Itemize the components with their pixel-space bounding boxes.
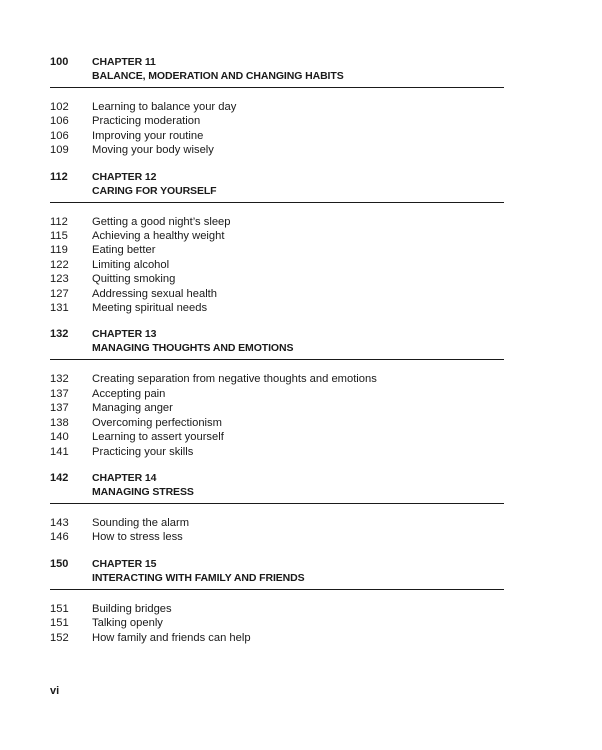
chapter-titles xyxy=(92,55,504,83)
toc-entry-title: How to stress less xyxy=(92,531,183,544)
chapter-entries xyxy=(50,88,504,158)
toc-entry-page: 146 xyxy=(50,531,69,544)
toc-entry-title: Getting a good night’s sleep xyxy=(92,215,231,228)
toc-entry-title: Learning to balance your day xyxy=(92,101,237,113)
chapter-label: CHAPTER 11 xyxy=(92,56,156,68)
chapter-entries xyxy=(50,360,504,458)
toc-entry-title: Practicing your skills xyxy=(92,445,194,458)
toc-entry[interactable] xyxy=(50,445,504,459)
chapter-label: CHAPTER 13 xyxy=(92,328,157,341)
toc-entry-title: Meeting spiritual needs xyxy=(92,302,208,315)
toc-entry[interactable] xyxy=(50,287,504,301)
toc-entry-page: 131 xyxy=(50,302,69,315)
toc-entry-title: Building bridges xyxy=(92,602,172,615)
toc-entry[interactable] xyxy=(50,416,504,430)
chapter-section xyxy=(50,327,504,458)
chapter-titles xyxy=(92,557,504,585)
toc-entry-page: 127 xyxy=(50,287,69,300)
chapter-section xyxy=(50,471,504,545)
chapter-page-number: 142 xyxy=(50,471,69,484)
toc-entry[interactable] xyxy=(50,258,504,272)
page-folio: vi xyxy=(50,685,60,697)
chapter-titles xyxy=(92,471,504,499)
toc-entry-page: 138 xyxy=(50,416,69,429)
toc-entry-title: Moving your body wisely xyxy=(92,144,214,157)
toc-entry[interactable] xyxy=(50,129,504,143)
chapter-titles xyxy=(92,170,504,198)
toc-entry[interactable] xyxy=(50,215,504,229)
toc-entry-title: Accepting pain xyxy=(92,387,166,400)
toc-entry[interactable] xyxy=(50,229,504,243)
toc-entry-page: 109 xyxy=(50,144,69,157)
toc-entry-title: Sounding the alarm xyxy=(92,516,190,529)
toc-entry[interactable] xyxy=(50,100,504,114)
chapter-section xyxy=(50,557,504,645)
toc-entry[interactable] xyxy=(50,372,504,386)
toc-entry-title: Creating separation from negative thoughts and emotions xyxy=(92,373,377,386)
chapter-entries xyxy=(50,203,504,316)
toc-entry-title: Addressing sexual health xyxy=(92,287,218,300)
toc-entry-title: Quitting smoking xyxy=(92,273,176,286)
toc-entry-title: How family and friends can help xyxy=(92,631,251,644)
toc-entry-page: 141 xyxy=(50,445,69,458)
chapter-header xyxy=(50,557,504,590)
toc-entry-page: 122 xyxy=(50,258,69,271)
chapter-section xyxy=(50,55,504,158)
toc-entry[interactable] xyxy=(50,301,504,315)
toc-entry-title: Improving your routine xyxy=(92,129,204,142)
toc-entry[interactable] xyxy=(50,516,504,530)
chapter-page-number: 100 xyxy=(50,56,69,68)
toc-entry-page: 137 xyxy=(50,402,69,415)
toc-entry-title: Talking openly xyxy=(92,617,163,630)
chapter-title: MANAGING STRESS xyxy=(92,485,194,498)
chapter-title: CARING FOR YOURSELF xyxy=(92,184,217,197)
chapter-entries xyxy=(50,590,504,645)
toc-entry[interactable] xyxy=(50,401,504,415)
toc-entry[interactable] xyxy=(50,387,504,401)
toc-entry-title: Overcoming perfectionism xyxy=(92,416,222,429)
chapter-header xyxy=(50,170,504,203)
toc-entry-page: 102 xyxy=(50,101,69,113)
toc-entry[interactable] xyxy=(50,602,504,616)
chapter-section xyxy=(50,170,504,316)
toc-entry-page: 151 xyxy=(50,602,69,615)
toc-entry[interactable] xyxy=(50,143,504,157)
chapter-entries xyxy=(50,504,504,545)
toc-entry-page: 112 xyxy=(50,215,68,228)
toc-entry-title: Eating better xyxy=(92,244,156,257)
toc-entry-page: 115 xyxy=(50,230,68,243)
chapter-page-number: 112 xyxy=(50,170,68,183)
toc-entry-page: 123 xyxy=(50,273,69,286)
toc-entry-page: 151 xyxy=(50,617,69,630)
toc-entry-page: 132 xyxy=(50,373,69,386)
toc-entry-page: 106 xyxy=(50,115,69,128)
toc-entry[interactable] xyxy=(50,114,504,128)
toc-entry-page: 137 xyxy=(50,387,69,400)
toc-entry-title: Learning to assert yourself xyxy=(92,431,224,444)
toc-entry[interactable] xyxy=(50,530,504,544)
toc-entry[interactable] xyxy=(50,272,504,286)
toc-entry-page: 106 xyxy=(50,129,69,142)
toc-entry-title: Managing anger xyxy=(92,402,173,415)
chapter-title: INTERACTING WITH FAMILY AND FRIENDS xyxy=(92,571,305,584)
chapter-title: BALANCE, MODERATION AND CHANGING HABITS xyxy=(92,70,344,82)
chapter-label: CHAPTER 14 xyxy=(92,471,157,484)
toc-entry-title: Limiting alcohol xyxy=(92,258,170,271)
table-of-contents xyxy=(50,55,504,645)
toc-entry[interactable] xyxy=(50,243,504,257)
chapter-header xyxy=(50,471,504,504)
toc-entry-page: 119 xyxy=(50,244,68,257)
toc-entry-page: 143 xyxy=(50,516,69,529)
toc-entry-page: 140 xyxy=(50,431,69,444)
toc-entry[interactable] xyxy=(50,616,504,630)
chapter-header xyxy=(50,327,504,360)
chapter-page-number: 150 xyxy=(50,557,69,570)
chapter-page-number: 132 xyxy=(50,328,69,341)
chapter-titles xyxy=(92,327,504,355)
chapter-header xyxy=(50,55,504,88)
chapter-title: MANAGING THOUGHTS AND EMOTIONS xyxy=(92,342,294,355)
chapter-label: CHAPTER 15 xyxy=(92,557,157,570)
chapter-label: CHAPTER 12 xyxy=(92,170,157,183)
toc-entry-title: Achieving a healthy weight xyxy=(92,230,225,243)
toc-entry-title: Practicing moderation xyxy=(92,115,201,128)
toc-entry-page: 152 xyxy=(50,631,69,644)
toc-entry[interactable] xyxy=(50,430,504,444)
toc-entry[interactable] xyxy=(50,631,504,645)
